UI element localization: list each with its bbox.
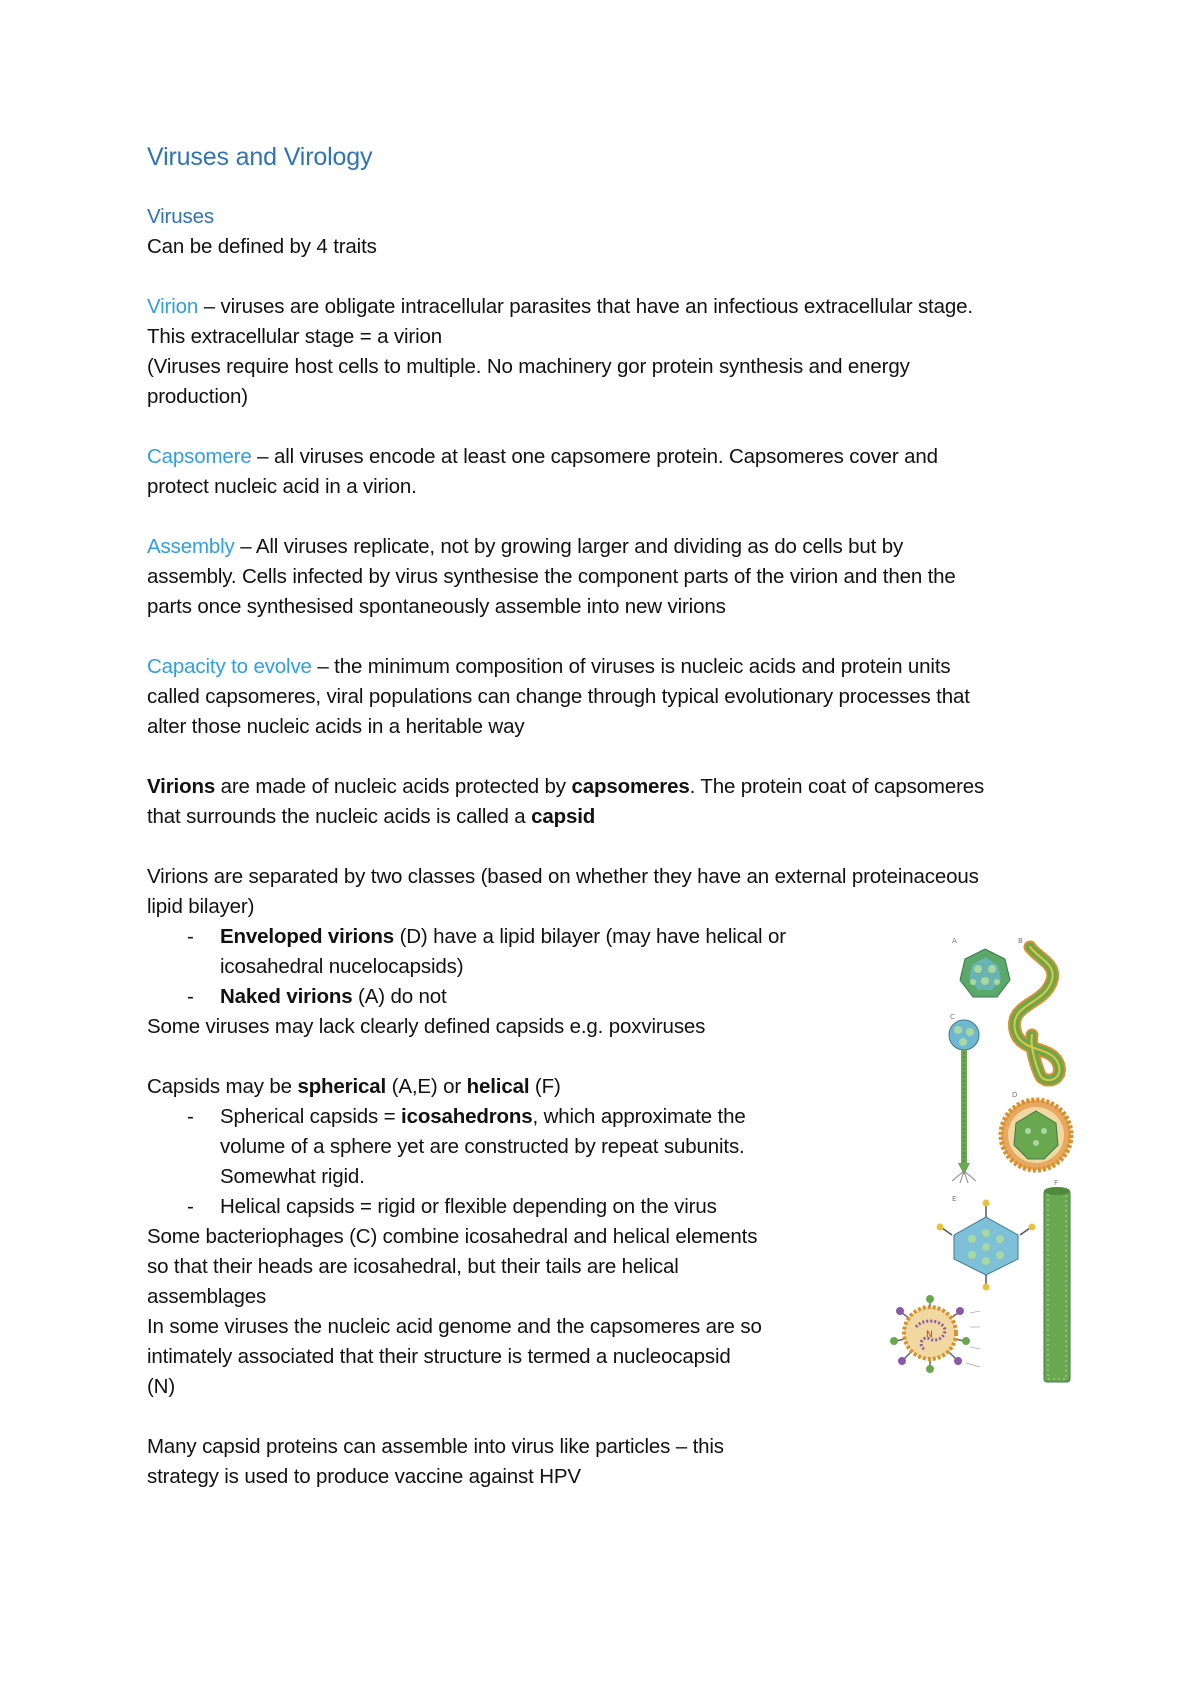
virion-c-icon xyxy=(949,1013,979,1183)
virion-n-icon xyxy=(890,1295,980,1373)
trait-term-evolve: Capacity to evolve xyxy=(147,655,312,678)
trait-evolve-line-1: Capacity to evolve – the minimum composition of viruses is nucleic acids and protein units xyxy=(147,655,951,678)
list-item-enveloped: - Enveloped virions (D) have a lipid bilayer (may have helical or icosahedral nucelocapsids) xyxy=(187,925,786,978)
phage-line-2: so that their heads are icosahedral, but their tails are helical xyxy=(147,1255,679,1278)
capsids-line-1: Capsids may be spherical (A,E) or helical (F) xyxy=(147,1075,561,1098)
list-item-helical: - Helical capsids = rigid or flexible depending on the virus xyxy=(187,1195,717,1218)
nucleocapsid-line-3: (N) xyxy=(147,1375,176,1398)
section-heading-viruses: Viruses xyxy=(147,205,214,228)
svg-text:C: C xyxy=(950,1013,955,1021)
trait-evolve-line-3: alter those nucleic acids in a heritable way xyxy=(147,715,525,738)
trait-capsomere-line-1: Capsomere – all viruses encode at least one capsomere protein. Capsomeres cover and xyxy=(147,445,938,468)
classes-line-2: lipid bilayer) xyxy=(147,895,255,918)
svg-text:B: B xyxy=(1018,937,1023,945)
list-item-naked: - Naked virions (A) do not xyxy=(187,985,447,1008)
nucleocapsid-line-2: intimately associated that their structure is termed a nucleocapsid xyxy=(147,1345,731,1368)
trait-evolve-line-2: called capsomeres, viral populations can change through typical evolutionary processes that xyxy=(147,685,970,708)
intro-text: Can be defined by 4 traits xyxy=(147,235,377,258)
trait-term-virion: Virion xyxy=(147,295,199,318)
nucleocapsid-line-1: In some viruses the nucleic acid genome and the capsomeres are so xyxy=(147,1315,762,1338)
trait-assembly-line-1: Assembly – All viruses replicate, not by growing larger and dividing as do cells but by xyxy=(147,535,904,558)
trait-capsomere-line-2: protect nucleic acid in a virion. xyxy=(147,475,417,498)
svg-text:D: D xyxy=(1012,1091,1018,1099)
svg-text:N: N xyxy=(926,1330,933,1340)
trait-assembly-line-2: assembly. Cells infected by virus synthesise the component parts of the virion and then the xyxy=(147,565,956,588)
svg-text:A: A xyxy=(952,937,957,945)
capsids-list xyxy=(147,1102,837,1222)
trait-virion-line-2: This extracellular stage = a virion xyxy=(147,325,442,348)
virion-f-icon xyxy=(1044,1179,1070,1382)
trait-virion-line-3: (Viruses require host cells to multiple. No machinery gor protein synthesis and energy xyxy=(147,355,910,378)
classes-note: Some viruses may lack clearly defined capsids e.g. poxviruses xyxy=(147,1015,706,1038)
svg-text:F: F xyxy=(1054,1179,1059,1187)
trait-term-capsomere: Capsomere xyxy=(147,445,252,468)
phage-line-3: assemblages xyxy=(147,1285,267,1308)
trait-assembly-line-3: parts once synthesised spontaneously assemble into new virions xyxy=(147,595,726,618)
svg-text:E: E xyxy=(952,1195,957,1203)
page-title: Viruses and Virology xyxy=(147,143,373,171)
virion-d-icon xyxy=(1001,1091,1071,1170)
virions-line-2: that surrounds the nucleic acids is called a capsid xyxy=(147,805,596,828)
vlp-line-1: Many capsid proteins can assemble into virus like particles – this xyxy=(147,1435,724,1458)
virion-e-icon xyxy=(937,1195,1036,1291)
virion-b-icon xyxy=(1014,937,1059,1080)
virions-line-1: Virions are made of nucleic acids protected by capsomeres. The protein coat of capsomeres xyxy=(147,775,985,798)
virus-morphology-figure xyxy=(860,935,1090,1425)
classes-line-1: Virions are separated by two classes (based on whether they have an external proteinaceous xyxy=(147,865,979,888)
vlp-line-2: strategy is used to produce vaccine against HPV xyxy=(147,1465,581,1488)
trait-term-assembly: Assembly xyxy=(147,535,235,558)
list-item-spherical: - Spherical capsids = icosahedrons, which approximate the volume of a sphere yet are constructed by repeat subunits. Somewhat rigid. xyxy=(187,1105,746,1188)
trait-virion-line-1: Virion – viruses are obligate intracellular parasites that have an infectious extracellular stage. xyxy=(147,295,973,318)
trait-virion-line-4: production) xyxy=(147,385,248,408)
classes-list xyxy=(147,922,837,1012)
virion-a-icon xyxy=(952,937,1010,997)
phage-line-1: Some bacteriophages (C) combine icosahedral and helical elements xyxy=(147,1225,758,1248)
